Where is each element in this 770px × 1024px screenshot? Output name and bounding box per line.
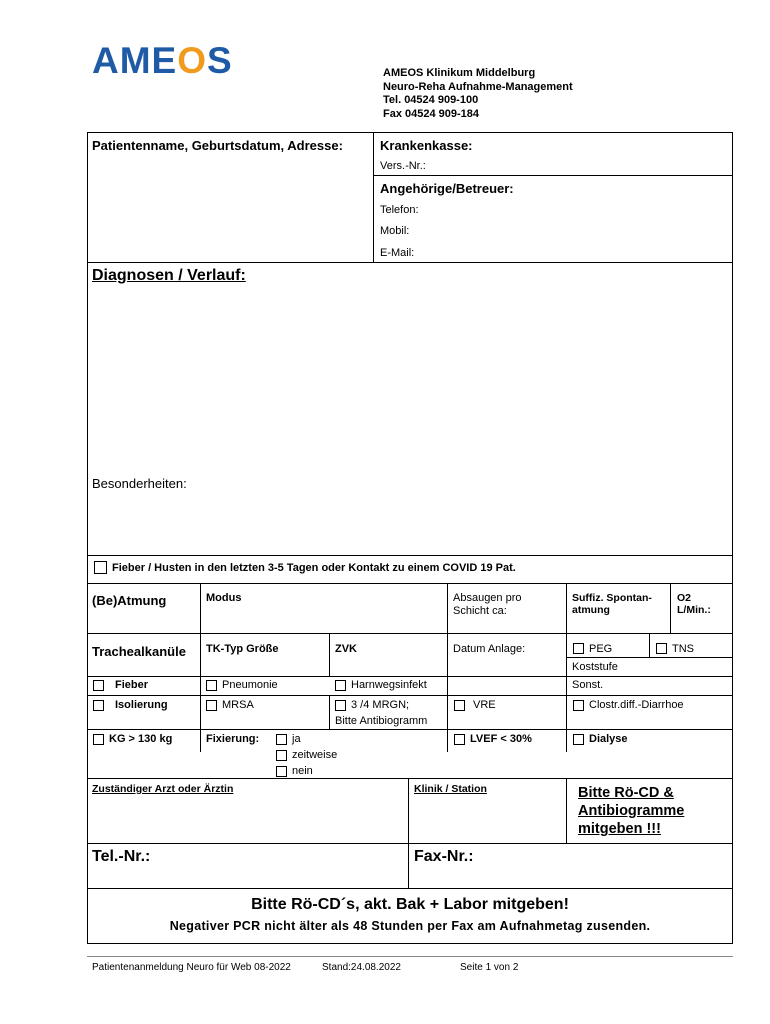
fix-nein-checkbox[interactable] xyxy=(276,766,287,777)
telefon-label: Telefon: xyxy=(380,204,419,216)
fix-zeitweise-label: zeitweise xyxy=(292,749,338,761)
ameos-logo: AMEOS xyxy=(92,40,233,81)
fieber-checkbox[interactable] xyxy=(93,680,104,691)
fix-ja-label: ja xyxy=(292,733,301,745)
lvef-checkbox[interactable] xyxy=(454,734,465,745)
beatmung-label: (Be)Atmung xyxy=(92,593,167,608)
modus-label: Modus xyxy=(206,592,242,604)
notice-line-2: Negativer PCR nicht älter als 48 Stunden per Fax am Aufnahmetag zusenden. xyxy=(169,919,651,933)
fixierung-label: Fixierung: xyxy=(206,733,260,745)
sonst-label: Sonst. xyxy=(572,679,604,691)
vre-label: VRE xyxy=(473,699,496,711)
bitte-rocd-line-1: Bitte Rö-CD & xyxy=(578,785,674,801)
tns-checkbox[interactable] xyxy=(656,643,667,654)
address-line-2: Neuro-Reha Aufnahme-Management xyxy=(383,80,573,93)
pneumonie-label: Pneumonie xyxy=(222,679,278,691)
vers-nr-label: Vers.-Nr.: xyxy=(380,160,426,172)
isolierung-label: Isolierung xyxy=(115,699,168,711)
zvk-label: ZVK xyxy=(335,643,357,655)
absaugen-label xyxy=(453,592,522,618)
o2-line-1: O2 xyxy=(677,592,692,604)
absaugen-line-2: Schicht ca: xyxy=(453,605,507,617)
tns-label: TNS xyxy=(672,643,694,655)
fax-nr-label: Fax-Nr.: xyxy=(414,848,474,865)
bitte-rocd-line-2: Antibiogramme xyxy=(578,803,685,819)
patient-name-label: Patientenname, Geburtsdatum, Adresse: xyxy=(92,138,343,153)
footer-form-label: Patientenanmeldung Neuro für Web 08-2022 xyxy=(92,962,291,973)
tk-typ-label: TK-Typ Größe xyxy=(206,643,279,655)
bitte-antibiogramm-label: Bitte Antibiogramm xyxy=(335,715,428,727)
covid-label: Fieber / Husten in den letzten 3-5 Tagen oder Kontakt zu einem COVID 19 Pat. xyxy=(112,562,516,574)
fix-ja-checkbox[interactable] xyxy=(276,734,287,745)
fix-zeitweise-checkbox[interactable] xyxy=(276,750,287,761)
mrgn-checkbox[interactable] xyxy=(335,700,346,711)
trachealkanuele-label: Trachealkanüle xyxy=(92,644,186,659)
kg-checkbox[interactable] xyxy=(93,734,104,745)
covid-checkbox[interactable] xyxy=(94,561,107,574)
dialyse-checkbox[interactable] xyxy=(573,734,584,745)
koststufe-label: Koststufe xyxy=(572,661,618,673)
kg-label: KG > 130 kg xyxy=(109,733,173,745)
bitte-rocd-line-3: mitgeben !!! xyxy=(578,821,661,837)
klinik-station-label: Klinik / Station xyxy=(414,783,487,795)
o2-label xyxy=(677,592,711,616)
mrsa-label: MRSA xyxy=(222,699,254,711)
isolierung-checkbox[interactable] xyxy=(93,700,104,711)
diagnosen-title: Diagnosen / Verlauf: xyxy=(92,267,246,284)
fieber-label: Fieber xyxy=(115,679,149,691)
email-label: E-Mail: xyxy=(380,247,415,259)
address-line-3: Tel. 04524 909-100 xyxy=(383,94,479,106)
pneumonie-checkbox[interactable] xyxy=(206,680,217,691)
suffiz-label xyxy=(572,592,652,616)
krankenkasse-label: Krankenkasse: xyxy=(380,138,473,153)
clostr-checkbox[interactable] xyxy=(573,700,584,711)
footer-page: Seite 1 von 2 xyxy=(460,962,519,973)
clinic-address xyxy=(383,67,573,121)
harnwegsinfekt-checkbox[interactable] xyxy=(335,680,346,691)
harnwegsinfekt-label: Harnwegsinfekt xyxy=(351,679,427,691)
address-line-1: AMEOS Klinikum Middelburg xyxy=(383,67,536,79)
suffiz-line-1: Suffiz. Spontan- xyxy=(572,592,652,604)
absaugen-line-1: Absaugen pro xyxy=(453,592,522,604)
mobil-label: Mobil: xyxy=(380,225,410,237)
mrsa-checkbox[interactable] xyxy=(206,700,217,711)
mrgn-label: 3 /4 MRGN; xyxy=(351,699,410,711)
o2-line-2: L/Min.: xyxy=(677,604,711,616)
angehoerige-label: Angehörige/Betreuer: xyxy=(380,181,514,196)
dialyse-label: Dialyse xyxy=(589,733,628,745)
notice-line-1: Bitte Rö-CD´s, akt. Bak + Labor mitgeben! xyxy=(251,896,569,913)
bitte-rocd-notice xyxy=(578,784,684,838)
footer-stand: Stand:24.08.2022 xyxy=(322,962,401,973)
clostr-label: Clostr.diff.-Diarrhoe xyxy=(589,699,684,711)
fix-nein-label: nein xyxy=(292,765,313,777)
address-line-4: Fax 04524 909-184 xyxy=(383,107,480,120)
besonderheiten-label: Besonderheiten: xyxy=(92,476,187,491)
tel-nr-label: Tel.-Nr.: xyxy=(92,848,151,865)
arzt-label: Zuständiger Arzt oder Ärztin xyxy=(92,783,234,795)
suffiz-line-2: atmung xyxy=(572,604,610,616)
lvef-label: LVEF < 30% xyxy=(470,733,532,745)
datum-anlage-label: Datum Anlage: xyxy=(453,643,526,655)
peg-checkbox[interactable] xyxy=(573,643,584,654)
vre-checkbox[interactable] xyxy=(454,700,465,711)
peg-label: PEG xyxy=(589,643,613,655)
